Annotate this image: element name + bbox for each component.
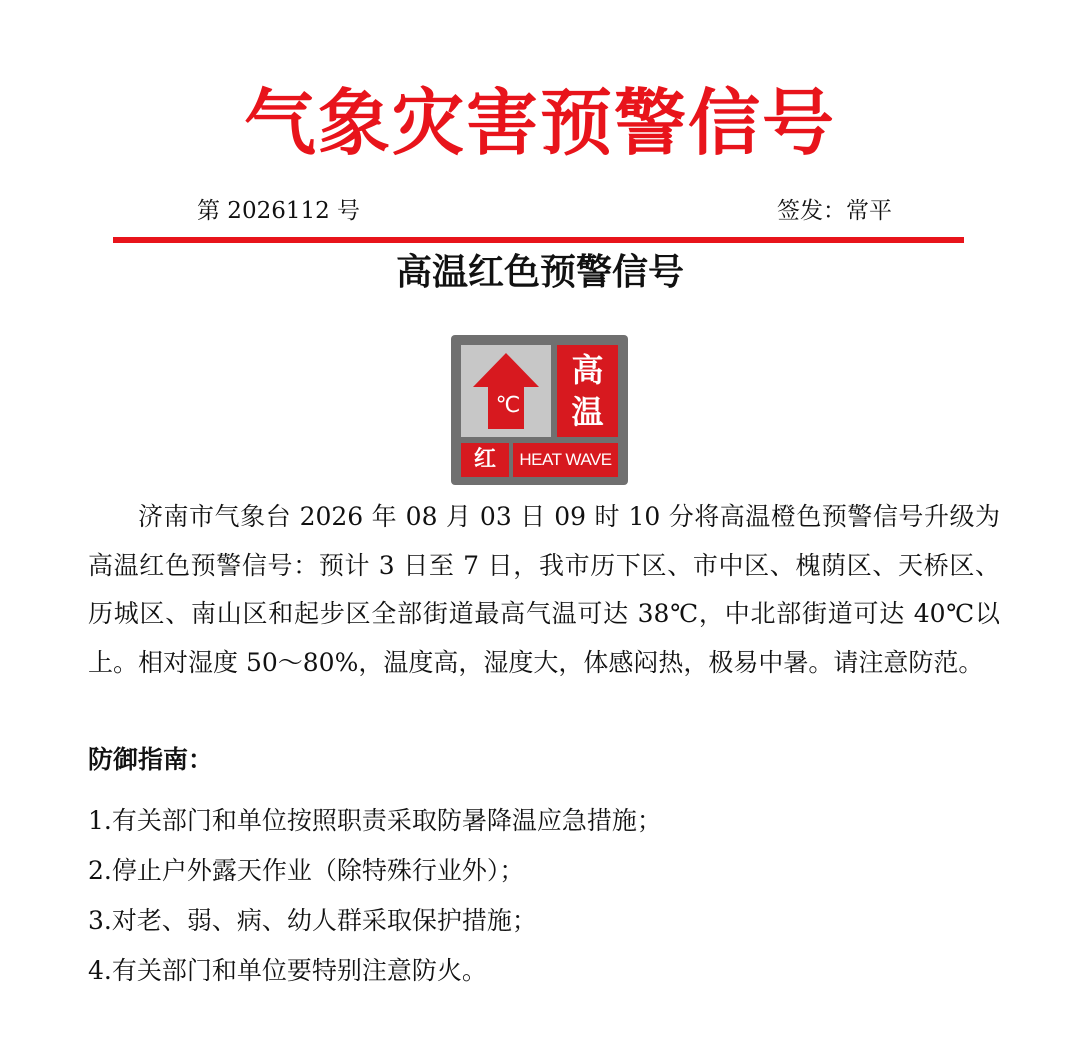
signal-title: 高温红色预警信号 [395, 252, 684, 293]
guidance-item: 4.有关部门和单位要特别注意防火。 [88, 956, 487, 985]
icon-type-box [557, 345, 618, 437]
document-title: 气象灾害预警信号 [243, 81, 836, 165]
icon-english-label: HEAT WAVE [513, 443, 618, 477]
guidance-item: 3.对老、弱、病、幼人群采取保护措施； [88, 906, 537, 935]
high-temperature-red-warning-icon [451, 335, 628, 485]
guidance-item: 2.停止户外露天作业（除特殊行业外）； [88, 856, 525, 885]
guidance-heading: 防御指南： [88, 745, 214, 774]
celsius-symbol: ℃ [495, 393, 521, 418]
guidance-item: 1.有关部门和单位按照职责采取防暑降温应急措施； [88, 806, 662, 835]
icon-level-label: 红 [461, 443, 509, 477]
red-divider [113, 237, 964, 243]
temperature-up-arrow-icon [461, 345, 551, 437]
issuer: 签发：常平 [777, 198, 892, 224]
warning-paragraph: 济南市气象台 2026 年 08 月 03 日 09 时 10 分将高温橙色预警信号升级为高温红色预警信号：预计 3 日至 7 日，我市历下区、市中区、槐荫区、天桥区、历城区、南山区和起步区全部街道最高气温可达 38℃，中北部街道可达 40℃以上。相对湿度 50～80%，温度高，湿度大，体感闷热，极易中暑。请注意防范。 [88, 502, 1000, 677]
icon-type-char-1: 高 [571, 351, 604, 389]
guidance-list [88, 796, 662, 996]
icon-type-char-2: 温 [571, 393, 604, 431]
document-number: 第 2026112 号 [197, 198, 361, 224]
